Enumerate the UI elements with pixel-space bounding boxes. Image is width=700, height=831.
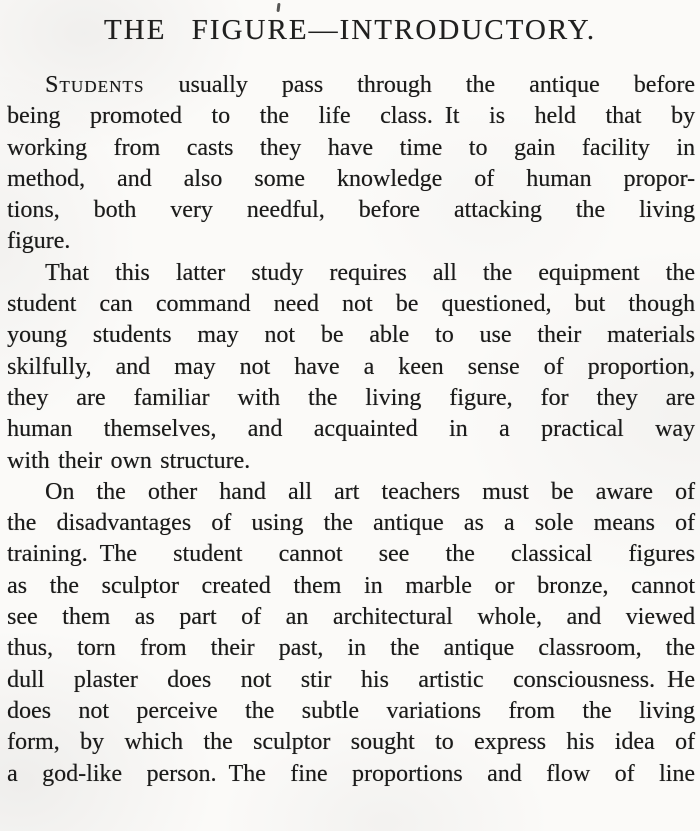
text-line: being promoted to the life class. It is held that by <box>7 103 695 130</box>
text-line: method, and also some knowledge of human propor- <box>7 165 695 192</box>
scan-artifact <box>276 3 280 12</box>
lead-word-smallcaps: Students <box>45 72 145 98</box>
text-line: with their own structure. <box>7 447 251 474</box>
text-line: figure. <box>7 228 71 255</box>
text-line: working from casts they have time to gain facility in <box>7 134 695 161</box>
text-line <box>7 70 695 101</box>
text-line: training. The student cannot see the classical figures <box>7 541 695 568</box>
text-line: dull plaster does not stir his artistic consciousness. He <box>7 666 695 693</box>
text-line: student can command need not be questioned, but though <box>7 291 695 318</box>
text-line: thus, torn from their past, in the antique classroom, the <box>7 635 695 662</box>
text-line: young students may not be able to use their materials <box>7 322 695 349</box>
text-line: human themselves, and acquainted in a practical way <box>7 416 695 443</box>
text-line: a god-like person. The fine proportions and flow of line <box>7 760 695 787</box>
text-line: see them as part of an architectural whole, and viewed <box>7 604 695 631</box>
text-line: the disadvantages of using the antique as a sole means of <box>7 510 695 537</box>
text-line: tions, both very needful, before attacking the living <box>7 197 695 224</box>
text-line: That this latter study requires all the equipment the <box>45 259 695 286</box>
text-line: form, by which the sculptor sought to express his idea of <box>7 729 695 756</box>
text-line: skilfully, and may not have a keen sense of proportion, <box>7 353 695 380</box>
text-line: On the other hand all art teachers must be aware of <box>45 478 695 505</box>
page-title: THE FIGURE—INTRODUCTORY. <box>103 14 597 46</box>
text-line: as the sculptor created them in marble or bronze, cannot <box>7 572 695 599</box>
text-line-rest: usually pass through the antique before <box>178 72 695 98</box>
text-line: does not perceive the subtle variations from the living <box>7 697 695 724</box>
text-line: they are familiar with the living figure, for they are <box>7 384 695 411</box>
page-body <box>0 70 700 790</box>
